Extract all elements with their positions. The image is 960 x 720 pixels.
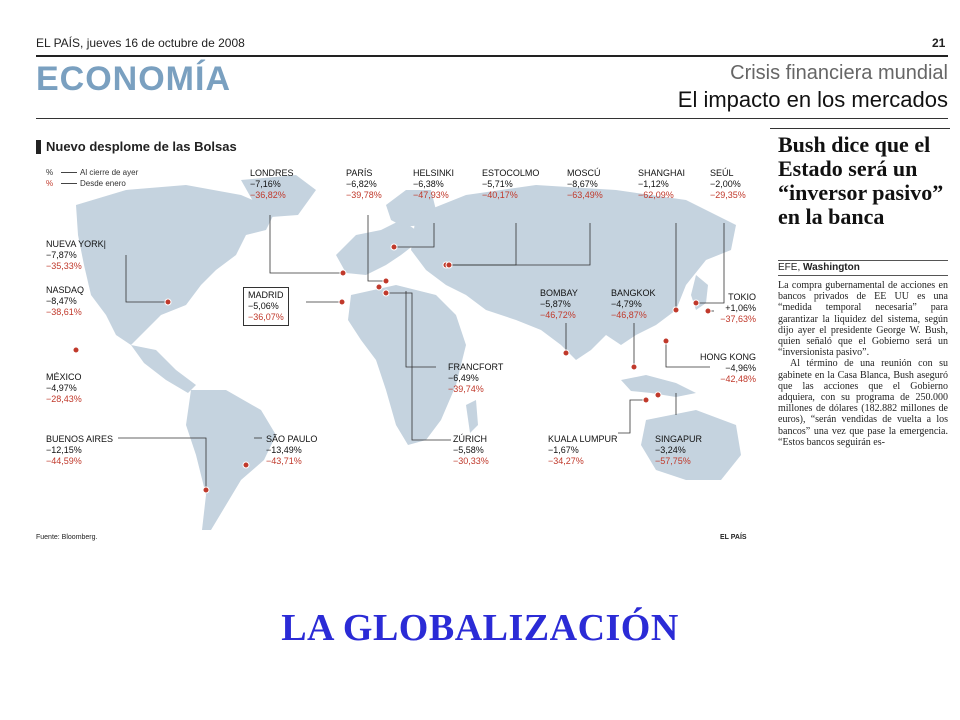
legend-label-close: Al cierre de ayer <box>80 168 139 177</box>
marker-londres <box>340 270 346 276</box>
graphic-title-marker <box>36 140 41 154</box>
section-title: ECONOMÍA <box>36 60 231 98</box>
europe <box>336 220 416 275</box>
byline-agency: EFE, <box>778 262 801 273</box>
publication-date: EL PAÍS, jueves 16 de octubre de 2008 <box>36 36 245 50</box>
legend-line <box>61 172 77 173</box>
marker-seul <box>693 300 699 306</box>
byline-rule-bottom <box>778 275 948 276</box>
city-label-paris: PARÍS −6,82% −39,78% <box>346 168 382 200</box>
page-number: 21 <box>932 36 946 50</box>
marker-moscu <box>446 262 452 268</box>
page-subtitle: El impacto en los mercados <box>677 87 948 112</box>
city-label-nasdaq: NASDAQ −8,47% −38,61% <box>46 285 85 317</box>
marker-bangkok <box>631 364 637 370</box>
marker-nuevayork <box>165 299 171 305</box>
legend-item-ytd <box>46 179 126 188</box>
city-label-kualalumpur: KUALA LUMPUR −1,67% −34,27% <box>548 434 618 466</box>
marker-zurich <box>383 290 389 296</box>
city-label-estocolmo: ESTOCOLMO −5,71% −40,17% <box>482 168 540 200</box>
marker-hongkong <box>663 338 669 344</box>
article-body <box>778 280 948 448</box>
legend-symbol-close: % <box>46 168 54 177</box>
kicker: Crisis financiera mundial <box>730 62 948 84</box>
graphic-credit: EL PAÍS <box>720 534 747 541</box>
byline-location: Washington <box>803 262 860 273</box>
city-label-seul: SEÚL −2,00% −29,35% <box>710 168 746 200</box>
article-paragraph: La compra gubernamental de acciones en bancos privados de EE UU es una “medida temporal necesaria” para garantizar la liquidez del sistema, según dijo ayer el presidente George W. Bush, quien señaló que el Gobierno será un “inversionista pasivo”. <box>778 280 948 359</box>
legend-line <box>61 183 77 184</box>
legend-label-ytd: Desde enero <box>80 179 126 188</box>
legend-symbol-ytd: % <box>46 179 54 188</box>
city-label-buenosaires: BUENOS AIRES −12,15% −44,59% <box>46 434 114 466</box>
city-label-londres: LONDRES −7,16% −36,82% <box>250 168 294 200</box>
world-map-land <box>76 175 741 530</box>
slide-title: LA GLOBALIZACIÓN <box>281 607 679 649</box>
leader-kualalumpur <box>618 400 646 433</box>
article-paragraph: Al término de una reunión con su gabinete en la Casa Blanca, Bush aseguró que las acciones que el Gobierno adquiera, con su programa de 250.000 millones de dólares (182.882 millones de euros), “serán vendidas de vuelta a los bancos” una vez que pase la emergencia. “Estos bancos seguirán es- <box>778 358 948 448</box>
marker-madrid <box>339 299 345 305</box>
marker-paris <box>383 278 389 284</box>
city-label-bangkok: BANGKOK −4,79% −46,87% <box>611 288 656 320</box>
section-rule <box>36 118 948 119</box>
city-label-tokio: TOKIO +1,06% −37,63% <box>720 292 756 324</box>
city-label-saopaulo: SÃO PAULO −13,49% −43,71% <box>266 434 318 466</box>
city-label-shanghai: SHANGHAI −1,12% −62,09% <box>638 168 686 200</box>
article-byline <box>778 262 860 273</box>
marker-bombay <box>563 350 569 356</box>
south-america <box>186 390 276 530</box>
marker-buenosaires <box>203 487 209 493</box>
marker-kualalumpur <box>643 397 649 403</box>
marker-helsinki <box>391 244 397 250</box>
byline-rule <box>778 260 948 261</box>
marker-francfort <box>376 284 382 290</box>
city-label-nuevayork: NUEVA YORK| −7,87% −35,33% <box>46 239 107 271</box>
madagascar <box>466 400 478 433</box>
graphic-title: Nuevo desplome de las Bolsas <box>46 139 237 154</box>
marker-singapur <box>655 392 661 398</box>
header-rule <box>36 55 948 57</box>
article-headline: Bush dice que el Estado será un “inversor pasivo” en la banca <box>778 132 944 229</box>
marker-saopaulo <box>243 462 249 468</box>
city-label-francfort: FRANCFORT −6,49% −39,74% <box>448 362 504 394</box>
city-label-mexico: MÉXICO −4,97% −28,43% <box>46 372 82 404</box>
city-label-hongkong: HONG KONG −4,96% −42,48% <box>699 352 756 384</box>
marker-mexico <box>73 347 79 353</box>
legend-item-close <box>46 168 138 177</box>
leader-londres <box>270 215 343 273</box>
graphic-source: Fuente: Bloomberg. <box>36 534 98 541</box>
city-label-bombay: BOMBAY −5,87% −46,72% <box>540 288 578 320</box>
city-label-moscu: MOSCÚ −8,67% −63,49% <box>567 168 603 200</box>
city-label-madrid: MADRID −5,06% −36,07% <box>243 287 289 326</box>
marker-shanghai <box>673 307 679 313</box>
city-label-singapur: SINGAPUR −3,24% −57,75% <box>655 434 703 466</box>
city-label-zurich: ZÚRICH −5,58% −30,33% <box>453 434 489 466</box>
leader-buenosaires <box>118 438 206 490</box>
central-america <box>131 345 196 393</box>
article-top-rule <box>770 128 950 129</box>
city-label-helsinki: HELSINKI −6,38% −47,93% <box>413 168 455 200</box>
